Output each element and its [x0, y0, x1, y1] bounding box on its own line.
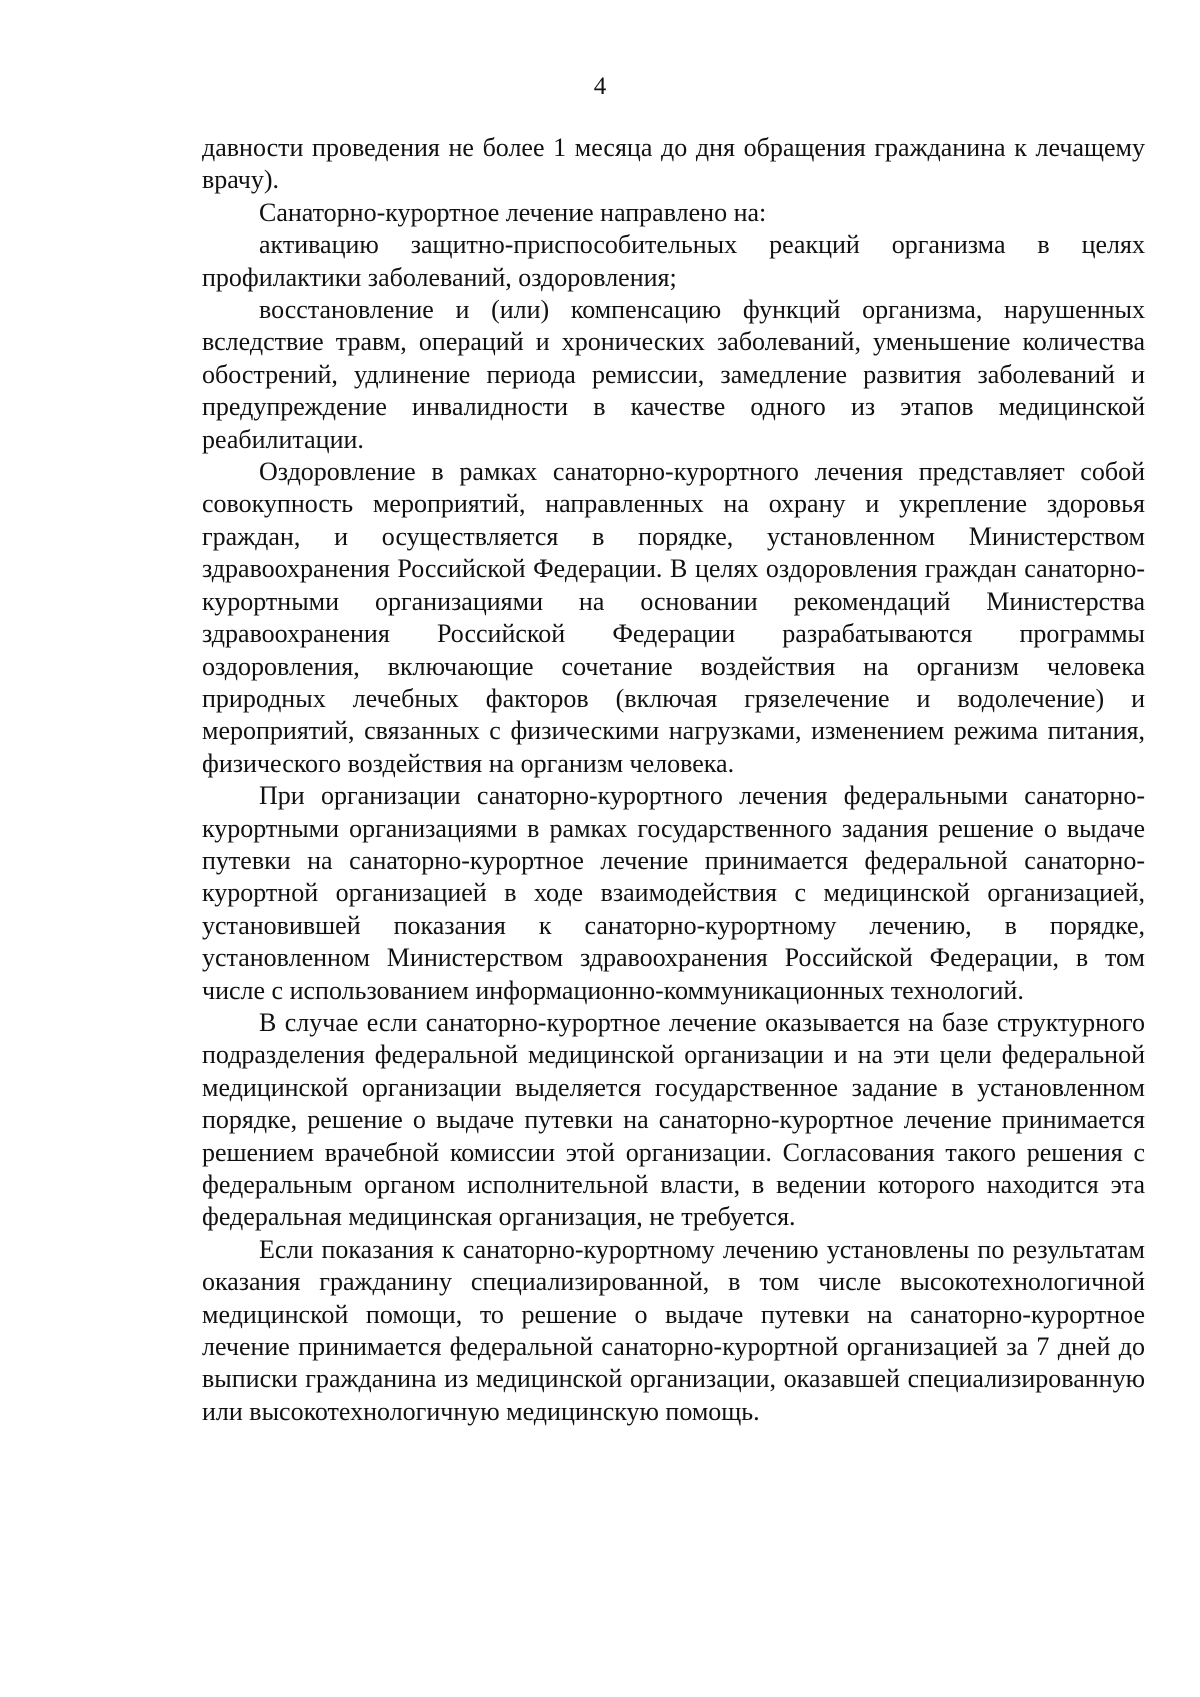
paragraph-treatment-aims-intro: Санаторно-курортное лечение направлено на:	[259, 197, 767, 227]
paragraph-continuation: давности проведения не более 1 месяца до дня обращения гражданина к лечащему врачу).	[202, 133, 1145, 195]
paragraph-federal-organizations: При организации санаторно-курортного лечения федеральными санаторно-курортными организациями в рамках государственного задания решение о выдаче путевки на санаторно-курортное лечение принимается федеральной санаторно-курортной организацией в ходе взаимодействия с медицинской организацией, установившей показания к санаторно-курортному лечению, в порядке, установленном Министерством здравоохранения Российской Федерации, в том числе с использованием информационно-коммуникационных технологий.	[202, 781, 1145, 1005]
paragraph-health-improvement: Оздоровление в рамках санаторно-курортного лечения представляет собой совокупность мероприятий, направленных на охрану и укрепление здоровья граждан, и осуществляется в порядке, установленном Министерством здравоохранения Российской Федерации. В целях оздоровления граждан санаторно-курортными организациями на основании рекомендаций Министерства здравоохранения Российской Федерации разрабатываются программы оздоровления, включающие сочетание воздействия на организм человека природных лечебных факторов (включая грязелечение и водолечение) и мероприятий, связанных с физическими нагрузками, изменением режима питания, физического воздействия на организм человека.	[202, 457, 1145, 778]
paragraph-aim-restoration: восстановление и (или) компенсацию функций организма, нарушенных вследствие травм, операций и хронических заболеваний, уменьшение количества обострений, удлинение периода ремиссии, замедление развития заболеваний и предупреждение инвалидности в качестве одного из этапов медицинской реабилитации.	[202, 295, 1145, 454]
document-body	[202, 132, 1145, 1428]
page-number: 4	[593, 73, 607, 100]
paragraph-structural-subdivision: В случае если санаторно-курортное лечение оказывается на базе структурного подразделения федеральной медицинской организации и на эти цели федеральной медицинской организации выделяется государственное задание в установленном порядке, решение о выдаче путевки на санаторно-курортное лечение принимается решением врачебной комиссии этой организации. Согласования такого решения с федеральным органом исполнительной власти, в ведении которого находится эта федеральная медицинская организация, не требуется.	[202, 1007, 1145, 1232]
paragraph-high-tech-care: Если показания к санаторно-курортному лечению установлены по результатам оказания гражданину специализированной, в том числе высокотехнологичной медицинской помощи, то решение о выдаче путевки на санаторно-курортное лечение принимается федеральной санаторно-курортной организацией за 7 дней до выписки гражданина из медицинской организации, оказавшей специализированную или высокотехнологичную медицинскую помощь.	[202, 1234, 1145, 1426]
paragraph-aim-activation: активацию защитно-приспособительных реакций организма в целях профилактики заболеваний, оздоровления;	[202, 230, 1145, 292]
